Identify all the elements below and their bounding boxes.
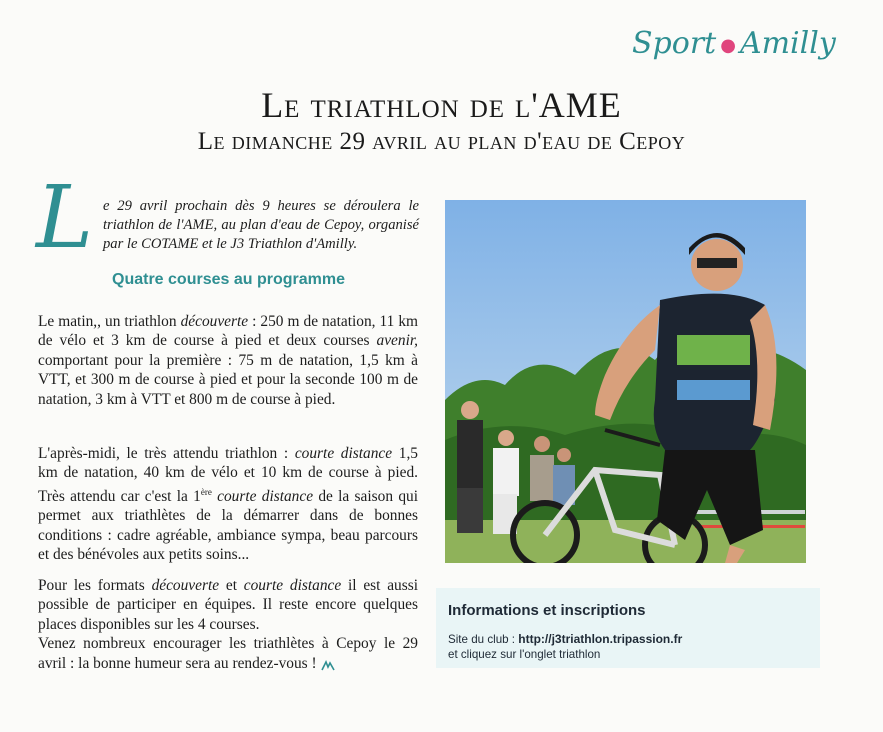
info-title: Informations et inscriptions (448, 602, 646, 619)
info-site-label: Site du club : (448, 633, 519, 646)
text-run: 1,5 km de natation, 40 km de vélo et 10 km de course à pied. Très attendu car c'est la 1 (38, 445, 418, 505)
info-instruction: et cliquez sur l'onglet triathlon (448, 648, 601, 661)
text-run: il est aussi possible de participer en équipes. Il reste encore quelques places disponibles sur les 4 courses. (38, 577, 418, 633)
rubric-sport: Sport (632, 26, 717, 61)
text-run-italic: découverte (180, 313, 249, 330)
end-mark-icon (321, 658, 335, 670)
triathlete-photo (445, 200, 806, 563)
paragraph-afternoon (38, 444, 418, 565)
text-run-italic: courte distance (294, 445, 393, 462)
rubric-dot-icon: ● (720, 34, 736, 56)
superscript: ère (200, 486, 212, 497)
paragraph-morning (38, 312, 418, 409)
drop-cap: L (36, 168, 94, 268)
text-run: Le matin,, un triathlon (38, 313, 181, 330)
intro-paragraph: e 29 avril prochain dès 9 heures se déroulera le triathlon de l'AME, au plan d'eau de Cepoy, organisé par le COTAME et le J3 Triathlon d'Amilly. (103, 198, 419, 252)
text-run-italic: courte distance (243, 577, 342, 594)
paragraph-teams (38, 576, 418, 673)
text-run: L'après-midi, le très attendu triathlon : (38, 445, 295, 462)
info-site-line (448, 632, 808, 646)
text-run-italic: découverte (151, 577, 220, 594)
text-run: et (219, 577, 244, 594)
text-run: comportant pour la première : 75 m de natation, 1,5 km à VTT, et 300 m de course à pied et pour la seconde 100 m de natation, 3 km à VTT et 800 m de course à pied. (38, 351, 418, 408)
text-run: de la saison qui permet aux triathlètes de la démarrer dans de bonnes conditions : cadre agréable, ambiance sympa, beau parcours et des bénévoles aux petits soins... (38, 487, 418, 564)
text-run-italic: avenir, (376, 332, 418, 350)
text-run: Venez nombreux encourager les triathlètes à Cepoy le 29 avril : la bonne humeur sera au rendez-vous ! (38, 635, 418, 672)
rubric-amilly: Amilly (739, 26, 836, 61)
article-title: Le triathlon de l'AME (261, 85, 622, 125)
text-run: : 250 m de natation, 11 km de vélo et 3 km de course à pied et deux courses (38, 313, 419, 350)
section-heading: Quatre courses au programme (112, 271, 345, 288)
text-run: Pour les formats (38, 577, 152, 594)
section-rubric (632, 26, 852, 70)
club-url-link[interactable]: http://j3triathlon.tripassion.fr (518, 632, 683, 646)
text-run-italic: courte distance (217, 487, 314, 505)
article-subtitle: Le dimanche 29 avril au plan d'eau de Cepoy (197, 128, 686, 155)
